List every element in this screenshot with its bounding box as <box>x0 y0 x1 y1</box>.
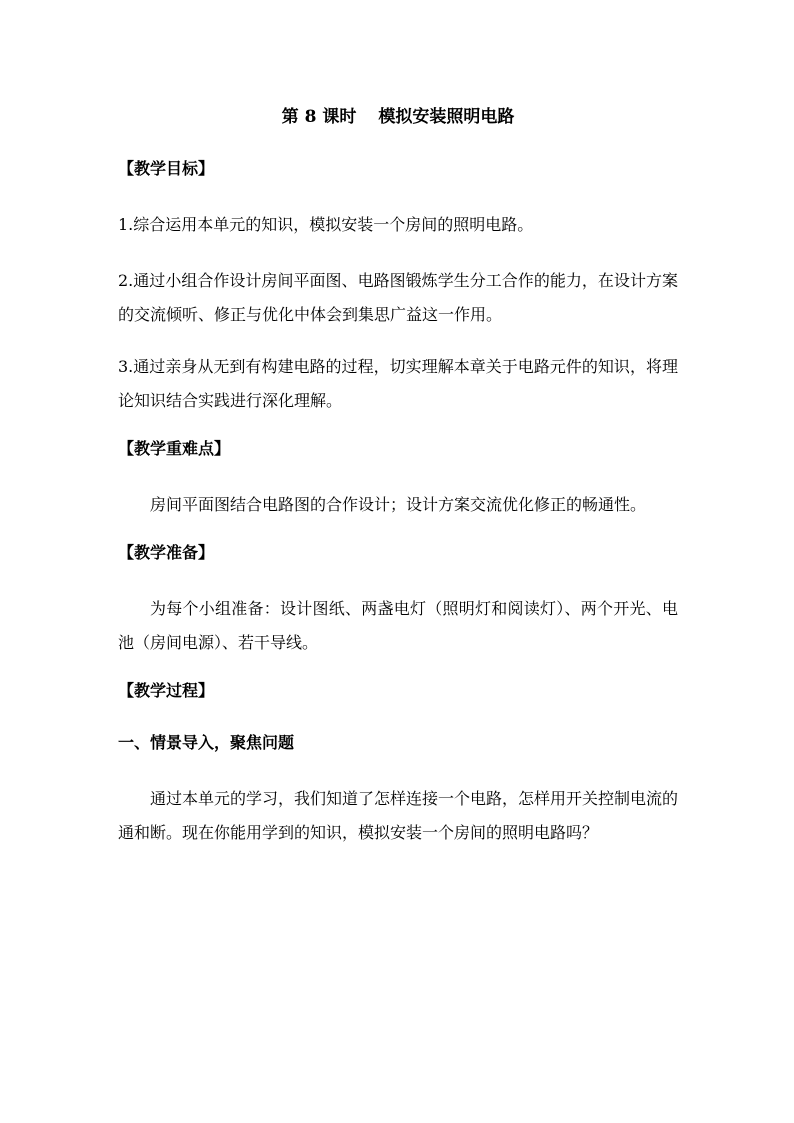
preparation-text: 为每个小组准备：设计图纸、两盏电灯（照明灯和阅读灯）、两个开光、电池（房间电源）、若干导线。 <box>118 599 678 652</box>
objective-3: 3.通过亲身从无到有构建电路的过程，切实理解本章关于电路元件的知识，将理论知识结合实践进行深化理解。 <box>118 357 678 410</box>
part-one-text: 通过本单元的学习，我们知道了怎样连接一个电路，怎样用开关控制电流的通和断。现在你能用学到的知识，模拟安装一个房间的照明电路吗？ <box>118 789 679 842</box>
preparation-heading: 【教学准备】 <box>118 543 215 562</box>
key-points-text: 房间平面图结合电路图的合作设计；设计方案交流优化修正的畅通性。 <box>150 495 647 514</box>
document-content <box>118 103 678 868</box>
lesson-title <box>118 103 678 131</box>
objective-1: 1.综合运用本单元的知识，模拟安装一个房间的照明电路。 <box>118 215 534 234</box>
process-heading: 【教学过程】 <box>118 681 215 700</box>
part-one-heading: 一、情景导入，聚焦问题 <box>118 733 295 752</box>
lesson-name: 模拟安装照明电路 <box>378 107 515 127</box>
lesson-number: 第 8 课时 <box>281 107 357 127</box>
objectives-heading: 【教学目标】 <box>118 159 215 178</box>
key-points-heading: 【教学重难点】 <box>118 439 231 458</box>
objective-2: 2.通过小组合作设计房间平面图、电路图锻炼学生分工合作的能力，在设计方案的交流倾听、修正与优化中体会到集思广益这一作用。 <box>118 271 678 324</box>
